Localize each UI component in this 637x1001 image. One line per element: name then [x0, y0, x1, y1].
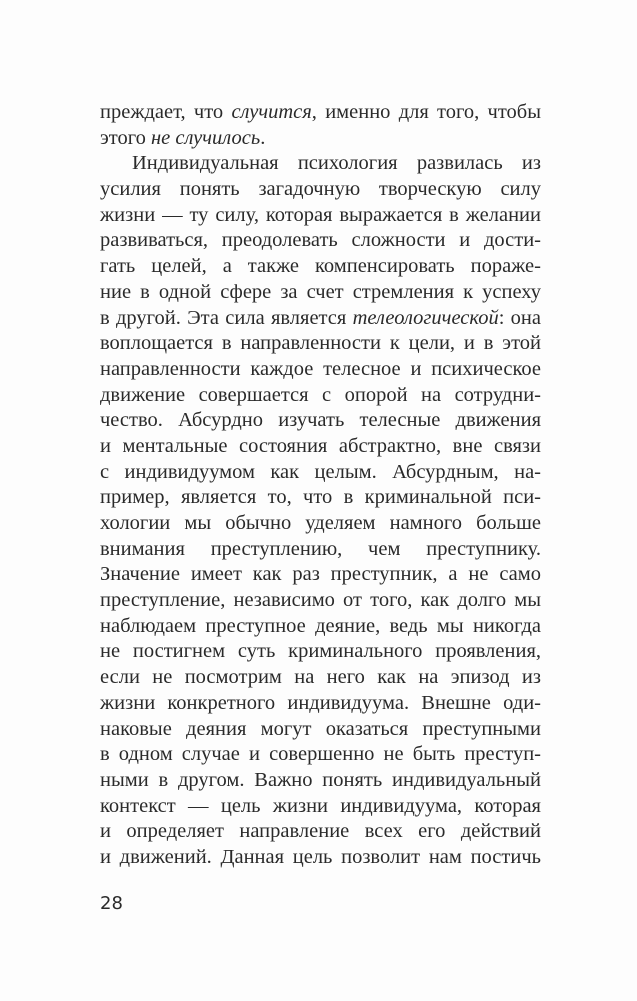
italic-text: случится: [231, 101, 312, 123]
text-line: [100, 562, 541, 588]
text-line: [100, 794, 541, 820]
text-run: и движений. Данная цель позволит нам постичь: [100, 845, 541, 868]
text-run: в другой. Эта сила является: [100, 306, 353, 329]
text-run: развиваться, преодолевать сложности и дости-: [100, 229, 541, 252]
text-run: Индивидуальная психология развилась из: [132, 152, 541, 175]
text-run: усилия понять загадочную творческую силу: [100, 178, 541, 201]
text-run: ными в другом. Важно понять индивидуальный: [100, 768, 541, 791]
text-line: [100, 691, 541, 717]
text-line: [100, 331, 541, 357]
text-line: [100, 485, 541, 511]
italic-text: телеологической: [352, 306, 499, 329]
text-run: пример, является то, что в криминальной пси-: [100, 486, 541, 509]
text-line: [100, 280, 541, 306]
text-run: в одном случае и совершенно не быть преступ-: [100, 743, 541, 766]
text-line: [100, 434, 541, 460]
text-line: [100, 614, 541, 640]
text-run: наковые деяния могут оказаться преступными: [100, 717, 541, 740]
text-run: воплощается в направленности к цели, и в этой: [100, 332, 541, 355]
text-line: [100, 254, 541, 280]
text-run: гать целей, а также компенсировать пораже-: [100, 255, 541, 278]
text-line: [100, 408, 541, 434]
text-run: и ментальные состояния абстрактно, вне связи: [100, 434, 541, 457]
text-line: [100, 306, 541, 332]
text-run: не постигнем суть криминального проявления,: [100, 640, 541, 663]
text-run: контекст — цель жизни индивидуума, которая: [100, 794, 541, 817]
text-line: [100, 383, 541, 409]
text-run: хологии мы обычно уделяем намного больше: [100, 512, 541, 534]
text-line: [100, 768, 541, 794]
text-run: .: [260, 126, 266, 149]
text-line: [100, 357, 541, 383]
text-line: [100, 588, 541, 614]
text-line: [100, 126, 541, 152]
text-line: [100, 228, 541, 254]
text-run: внимания преступлению, чем преступнику.: [100, 537, 541, 560]
text-run: движение совершается с опорой на сотрудни-: [100, 383, 541, 406]
text-line: [100, 537, 541, 563]
text-line: [100, 460, 541, 486]
text-run: преждает, что: [100, 101, 232, 123]
text-line: [100, 717, 541, 743]
text-run: направленности каждое телесное и психическое: [100, 357, 541, 380]
text-run: наблюдаем преступное деяние, ведь мы никогда: [100, 614, 541, 637]
text-run: жизни конкретного индивидуума. Внешне оди-: [100, 691, 541, 714]
text-run: чество. Абсурдно изучать телесные движения: [100, 409, 541, 432]
body-text: [100, 100, 541, 871]
text-line: [100, 177, 541, 203]
text-run: и определяет направление всех его действий: [100, 820, 541, 843]
text-run: : она: [498, 306, 542, 329]
text-line: [100, 639, 541, 665]
italic-text: не случилось: [151, 126, 261, 149]
text-run: с индивидуумом как целым. Абсурдным, на-: [100, 460, 541, 483]
text-run: ние в одной сфере за счет стремления к успеху: [100, 280, 541, 303]
text-line: [100, 151, 541, 177]
text-run: преступление, независимо от того, как долго мы: [100, 589, 541, 612]
text-line: [100, 203, 541, 229]
text-run: если не посмотрим на него как на эпизод из: [100, 666, 541, 689]
page-number: 28: [100, 893, 123, 914]
text-line: [100, 511, 541, 537]
text-line: [100, 742, 541, 768]
text-line: [100, 665, 541, 691]
text-line: [100, 845, 541, 871]
text-run: , именно для того, чтобы: [311, 101, 541, 123]
text-run: Значение имеет как раз преступник, а не само: [100, 563, 541, 586]
text-line: [100, 819, 541, 845]
text-line: [100, 100, 541, 126]
text-run: этого: [100, 126, 152, 149]
text-run: жизни — ту силу, которая выражается в желании: [100, 203, 541, 226]
